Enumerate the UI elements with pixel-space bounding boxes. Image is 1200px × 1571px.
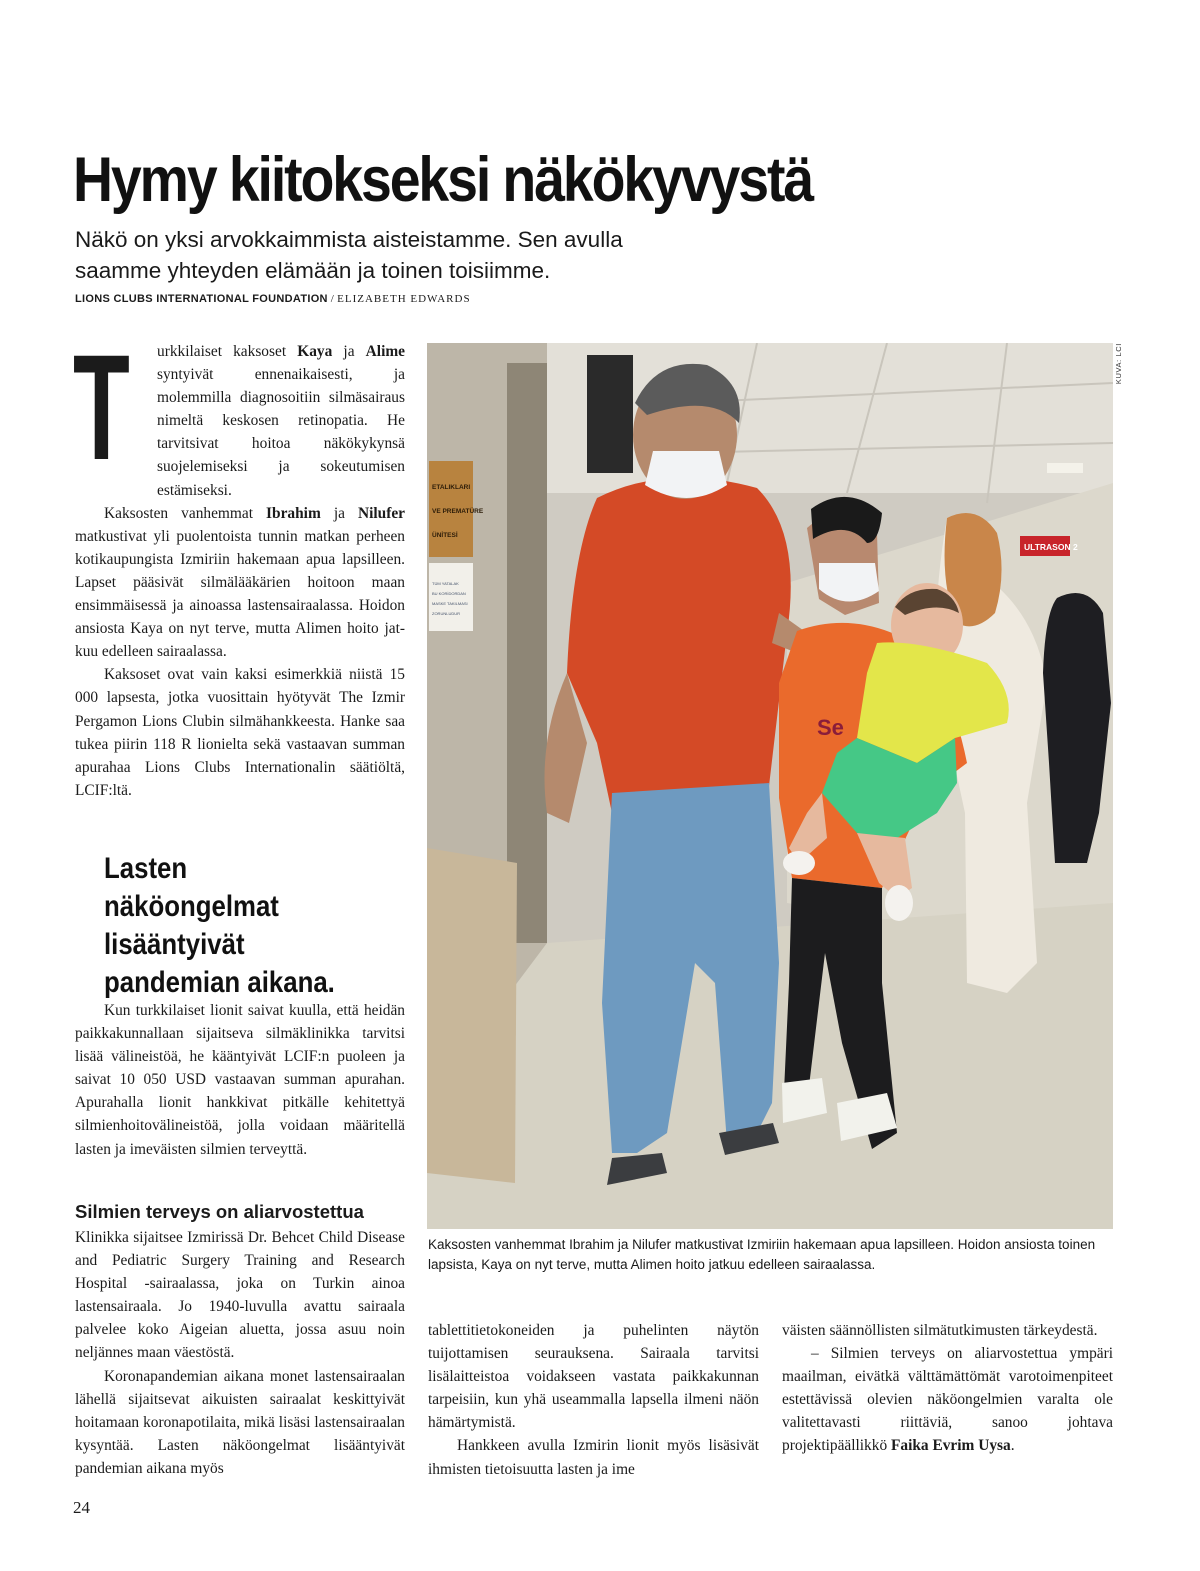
- section3-text: [75, 1226, 405, 1480]
- hospital-family-photo: [427, 343, 1113, 1229]
- text-run: matkustivat yli puolentoista tunnin matkan perheen kotikaupungista Izmiriin hakemaan apua lapsilleen. Lapset pääsivät silmälääkärien hoitoon maan ensimmäisessä ja ainoassa lastensairaalassa. Hoidon ansiosta Kaya on nyt terve, mutta Alimen hoito jatkuu edelleen sairaalassa.: [75, 527, 405, 661]
- section2-paragraph-1: Kun turkkilaiset lionit saivat kuulla, että heidän paikkakunnallaan sijaitseva silmäklinikka tarvitsi lisää välineistöä, he kääntyivät LCIF:n puoleen ja saivat 10 050 USD vastaavan summan apurahan. Apurahalla lionit hankkivat pitkälle kehitettyä silmienhoitovälineistöä, jolla voidaan määritellä lasten ja imeväisten silmien terveyttä.: [75, 1002, 405, 1158]
- photo-credit: KUVA: LCI: [1114, 343, 1123, 385]
- byline-author: ELIZABETH EDWARDS: [337, 293, 471, 305]
- reception-desk: [427, 848, 517, 1183]
- section2-text: [75, 999, 405, 1161]
- byline: [75, 293, 471, 305]
- door-sign-line-1: ETALIKLARI: [432, 484, 471, 491]
- notice-paper: [429, 563, 473, 631]
- column3-paragraph-2: [782, 1342, 1113, 1457]
- drop-cap: T: [73, 323, 130, 491]
- bold-name: Faika Evrim Uysa: [891, 1437, 1011, 1455]
- bold-name: Alime: [365, 343, 405, 360]
- section-subheading: Silmien terveys on aliarvostettua: [75, 1201, 364, 1222]
- page-number: 24: [73, 1498, 90, 1517]
- bold-name: Ibrahim: [266, 504, 321, 522]
- section3-paragraph-2: Koronapandemian aikana monet lastensairaalan lähellä sijaitsevat aikuisten sairaalat keskittyivät hoitamaan koronapotilaita, mikä lisäsi lastensairaalan kysyntää. Lasten näköongelmat lisääntyivät pandemian aikana myös: [75, 1367, 405, 1477]
- section3-paragraph-1: Klinikka sijaitsee Izmirissä Dr. Behcet Child Disease and Pediatric Surgery Training and Research Hospital -sairaalassa, joka on Turkin ainoa lastensairaala. Jo 1940-luvulla avattu sairaala palvelee koko Aigeian aluetta, jossa asuu noin neljännes maan väestöstä.: [75, 1229, 405, 1362]
- column2-paragraph-2: Hankkeen avulla Izmirin lionit myös lisäsivät ihmisten tietoisuutta lasten ja ime: [428, 1437, 759, 1478]
- text-run: urkkilaiset kaksoset: [157, 343, 298, 360]
- ceiling-light: [1047, 463, 1083, 473]
- intro-p1-content: [157, 343, 405, 499]
- text-run: ja: [332, 343, 366, 360]
- article-lead: Näkö on yksi arvokkaimmista aisteistamme. Sen avulla saamme yhteyden elämään ja toinen toisiimme.: [75, 227, 623, 283]
- column-3-text: [782, 1319, 1113, 1458]
- intro-paragraph-2: [75, 502, 405, 664]
- byline-organization: LIONS CLUBS INTERNATIONAL FOUNDATION: [75, 293, 328, 305]
- ultrasound-sign-text: ULTRASON 2: [1024, 542, 1078, 552]
- article-headline: Hymy kiitokseksi näkökyvystä: [73, 145, 813, 215]
- text-run: – Silmien terveys on aliarvostettua ympäri maailman, eivätkä välttämättömät varotoimenpiteet estettävissä olevien näköongelmien varalta ole valitettavasti riittäviä, sanoo johtava projektipäällikkö: [782, 1345, 1113, 1455]
- door-sign-line-2: VE PREMATÜRE: [432, 508, 484, 515]
- text-run: syntyivät ennenaikaisesti, ja molemmilla diagnosoitiin silmäsairaus nimeltä keskosen retinopatia. He tarvitsivat hoitoa näkökykynsä suojelemiseksi ja sokeutumisen estämiseksi.: [157, 366, 405, 499]
- article-photo: [427, 343, 1113, 1229]
- wall-monitor: [587, 355, 633, 473]
- text-run: .: [1010, 1437, 1015, 1455]
- notice-line-4: ZORUNLUDUR: [432, 611, 460, 616]
- photo-caption: Kaksosten vanhemmat Ibrahim ja Nilufer matkustivat Izmiriin hakemaan apua lapsilleen. Hoidon ansiosta toinen lapsista, Kaya on nyt terve, mutta Alimen hoito jatkuu edelleen sairaalassa.: [428, 1237, 1096, 1272]
- door-edge: [507, 363, 547, 943]
- pull-quote: Lasten näköongelmat lisääntyivät pandemian aikana.: [104, 852, 335, 999]
- column-2-text: [428, 1319, 759, 1481]
- text-run: Kaksosten vanhemmat: [104, 504, 267, 522]
- bold-name: Kaya: [297, 343, 333, 360]
- door-sign-line-3: ÜNİTESİ: [432, 532, 458, 539]
- notice-line-2: BU KORİDORDAN: [432, 591, 466, 596]
- bold-name: Nilufer: [357, 504, 405, 522]
- intro-column: [73, 323, 405, 802]
- notice-line-3: MASKE TAKILMASI: [432, 601, 468, 606]
- intro-paragraph-3: Kaksoset ovat vain kaksi esimerkkiä niistä 15 000 lapsesta, jotka vuosittain hyötyvät The Izmir Pergamon Lions Clubin silmähankkeesta. Hanke saa tukea piirin 118 R lionielta sekä vastaavan summan apurahaa Lions Clubs Internationalin säätiöltä, LCIF:ltä.: [75, 666, 405, 799]
- notice-line-1: TÜM YATALAK: [432, 581, 459, 586]
- intro-paragraph-1: [73, 323, 405, 502]
- text-run: ja: [320, 504, 358, 522]
- column3-paragraph-1: väisten säännöllisten silmätutkimusten tärkeydestä.: [782, 1322, 1098, 1339]
- column2-paragraph-1: tablettitietokoneiden ja puhelinten näytön tuijottamisen seurauksena. Sairaala tarvitsi lisälaitteistoa voidakseen vastata paikkakunnan tarpeisiin, kun yhä useammalla lapsella ilmeni näön hämärtymistä.: [428, 1322, 759, 1432]
- byline-separator: /: [330, 293, 335, 305]
- shirt-print: Se: [817, 715, 844, 740]
